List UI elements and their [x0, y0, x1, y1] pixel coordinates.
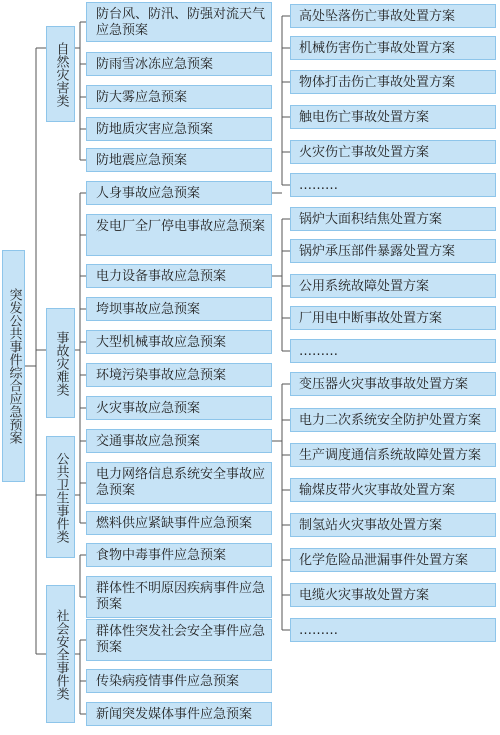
plan-label: 防台风、防汛、防强对流天气应急预案 — [96, 7, 266, 38]
plan-label: 人身事故应急预案 — [96, 186, 201, 201]
plan-node — [86, 576, 272, 618]
plan-label: 防雨雪冰冻应急预案 — [96, 57, 214, 72]
plan-label: 电力网络信息系统安全事故应急预案 — [96, 467, 266, 498]
plan-label: 垮坝事故应急预案 — [96, 302, 201, 317]
plan-node — [86, 619, 272, 661]
category-public-health — [46, 436, 75, 558]
plan-node — [86, 363, 272, 387]
plan-node — [86, 669, 272, 693]
plan-node — [86, 330, 272, 354]
case-label: 电缆火灾事故处置方案 — [299, 588, 430, 603]
case-label: 厂用电中断事故处置方案 — [299, 311, 443, 326]
category-label: 社会安全事件类 — [53, 608, 69, 700]
case-label: 输煤皮带火灾事故处置方案 — [299, 483, 456, 498]
case-node — [290, 548, 496, 572]
case-label: 公用系统故障处置方案 — [299, 279, 430, 294]
case-node — [290, 4, 496, 28]
case-label: 生产调度通信系统故障处置方案 — [299, 448, 482, 463]
case-node — [290, 274, 496, 298]
case-node — [290, 618, 496, 642]
case-ellipsis: ……… — [299, 344, 338, 359]
case-node — [290, 339, 496, 363]
case-label: 锅炉大面积结焦处置方案 — [299, 212, 443, 227]
case-label: 触电伤亡事故处置方案 — [299, 110, 430, 125]
root-label: 突发公共事件综合应急预案 — [6, 288, 22, 444]
case-node — [290, 207, 496, 231]
plan-label: 新闻突发媒体事件应急预案 — [96, 707, 253, 722]
case-node — [290, 408, 496, 432]
plan-label: 电力设备事故应急预案 — [96, 269, 227, 284]
plan-node — [86, 52, 272, 76]
case-label: 化学危险品泄漏事件处置方案 — [299, 553, 469, 568]
case-label: 高处坠落伤亡事故处置方案 — [299, 9, 456, 24]
case-label: 火灾伤亡事故处置方案 — [299, 145, 430, 160]
plan-node — [86, 2, 272, 42]
category-label: 公共卫生事件类 — [53, 451, 69, 543]
case-label: 锅炉承压部件暴露处置方案 — [299, 244, 456, 259]
plan-node — [86, 462, 272, 504]
plan-node — [86, 214, 272, 256]
case-label: 机械伤害伤亡事故处置方案 — [299, 41, 456, 56]
case-label: 物体打击伤亡事故处置方案 — [299, 75, 456, 90]
case-node — [290, 173, 496, 197]
plan-label: 传染病疫情事件应急预案 — [96, 674, 240, 689]
category-social-security — [46, 585, 75, 723]
category-label: 自然灾害类 — [53, 41, 69, 107]
case-node — [290, 372, 496, 396]
category-natural-disaster — [46, 26, 75, 122]
plan-node — [86, 148, 272, 172]
root-node — [2, 250, 25, 482]
plan-node — [86, 543, 272, 567]
plan-label: 群体性突发社会安全事件应急预案 — [96, 624, 266, 655]
case-node — [290, 36, 496, 60]
case-node — [290, 140, 496, 164]
plan-node — [86, 429, 272, 453]
plan-label: 食物中毒事件应急预案 — [96, 548, 227, 563]
plan-label: 大型机械事故应急预案 — [96, 335, 227, 350]
case-node — [290, 513, 496, 537]
case-node — [290, 239, 496, 263]
case-node — [290, 443, 496, 467]
category-accident-disaster — [46, 308, 75, 418]
plan-label: 防地震应急预案 — [96, 153, 188, 168]
case-node — [290, 105, 496, 129]
plan-node — [86, 117, 272, 141]
plan-label: 发电厂全厂停电事故应急预案 — [96, 219, 266, 234]
case-ellipsis: ……… — [299, 623, 338, 638]
case-label: 变压器火灾事故事故处置方案 — [299, 377, 469, 392]
category-label: 事故灾难类 — [53, 330, 69, 396]
plan-node — [86, 264, 272, 288]
case-node — [290, 478, 496, 502]
plan-node — [86, 181, 272, 205]
case-node — [290, 70, 496, 94]
case-node — [290, 306, 496, 330]
plan-label: 燃料供应紧缺事件应急预案 — [96, 516, 253, 531]
plan-label: 防大雾应急预案 — [96, 90, 188, 105]
case-label: 电力二次系统安全防护处置方案 — [299, 413, 482, 428]
case-ellipsis: ……… — [299, 178, 338, 193]
plan-label: 环境污染事故应急预案 — [96, 368, 227, 383]
plan-label: 交通事故应急预案 — [96, 434, 201, 449]
plan-label: 火灾事故应急预案 — [96, 401, 201, 416]
plan-node — [86, 511, 272, 535]
plan-node — [86, 702, 272, 726]
plan-node — [86, 85, 272, 109]
plan-node — [86, 297, 272, 321]
case-node — [290, 583, 496, 607]
plan-label: 防地质灾害应急预案 — [96, 122, 214, 137]
case-label: 制氢站火灾事故处置方案 — [299, 518, 443, 533]
plan-node — [86, 396, 272, 420]
plan-label: 群体性不明原因疾病事件应急预案 — [96, 581, 266, 612]
